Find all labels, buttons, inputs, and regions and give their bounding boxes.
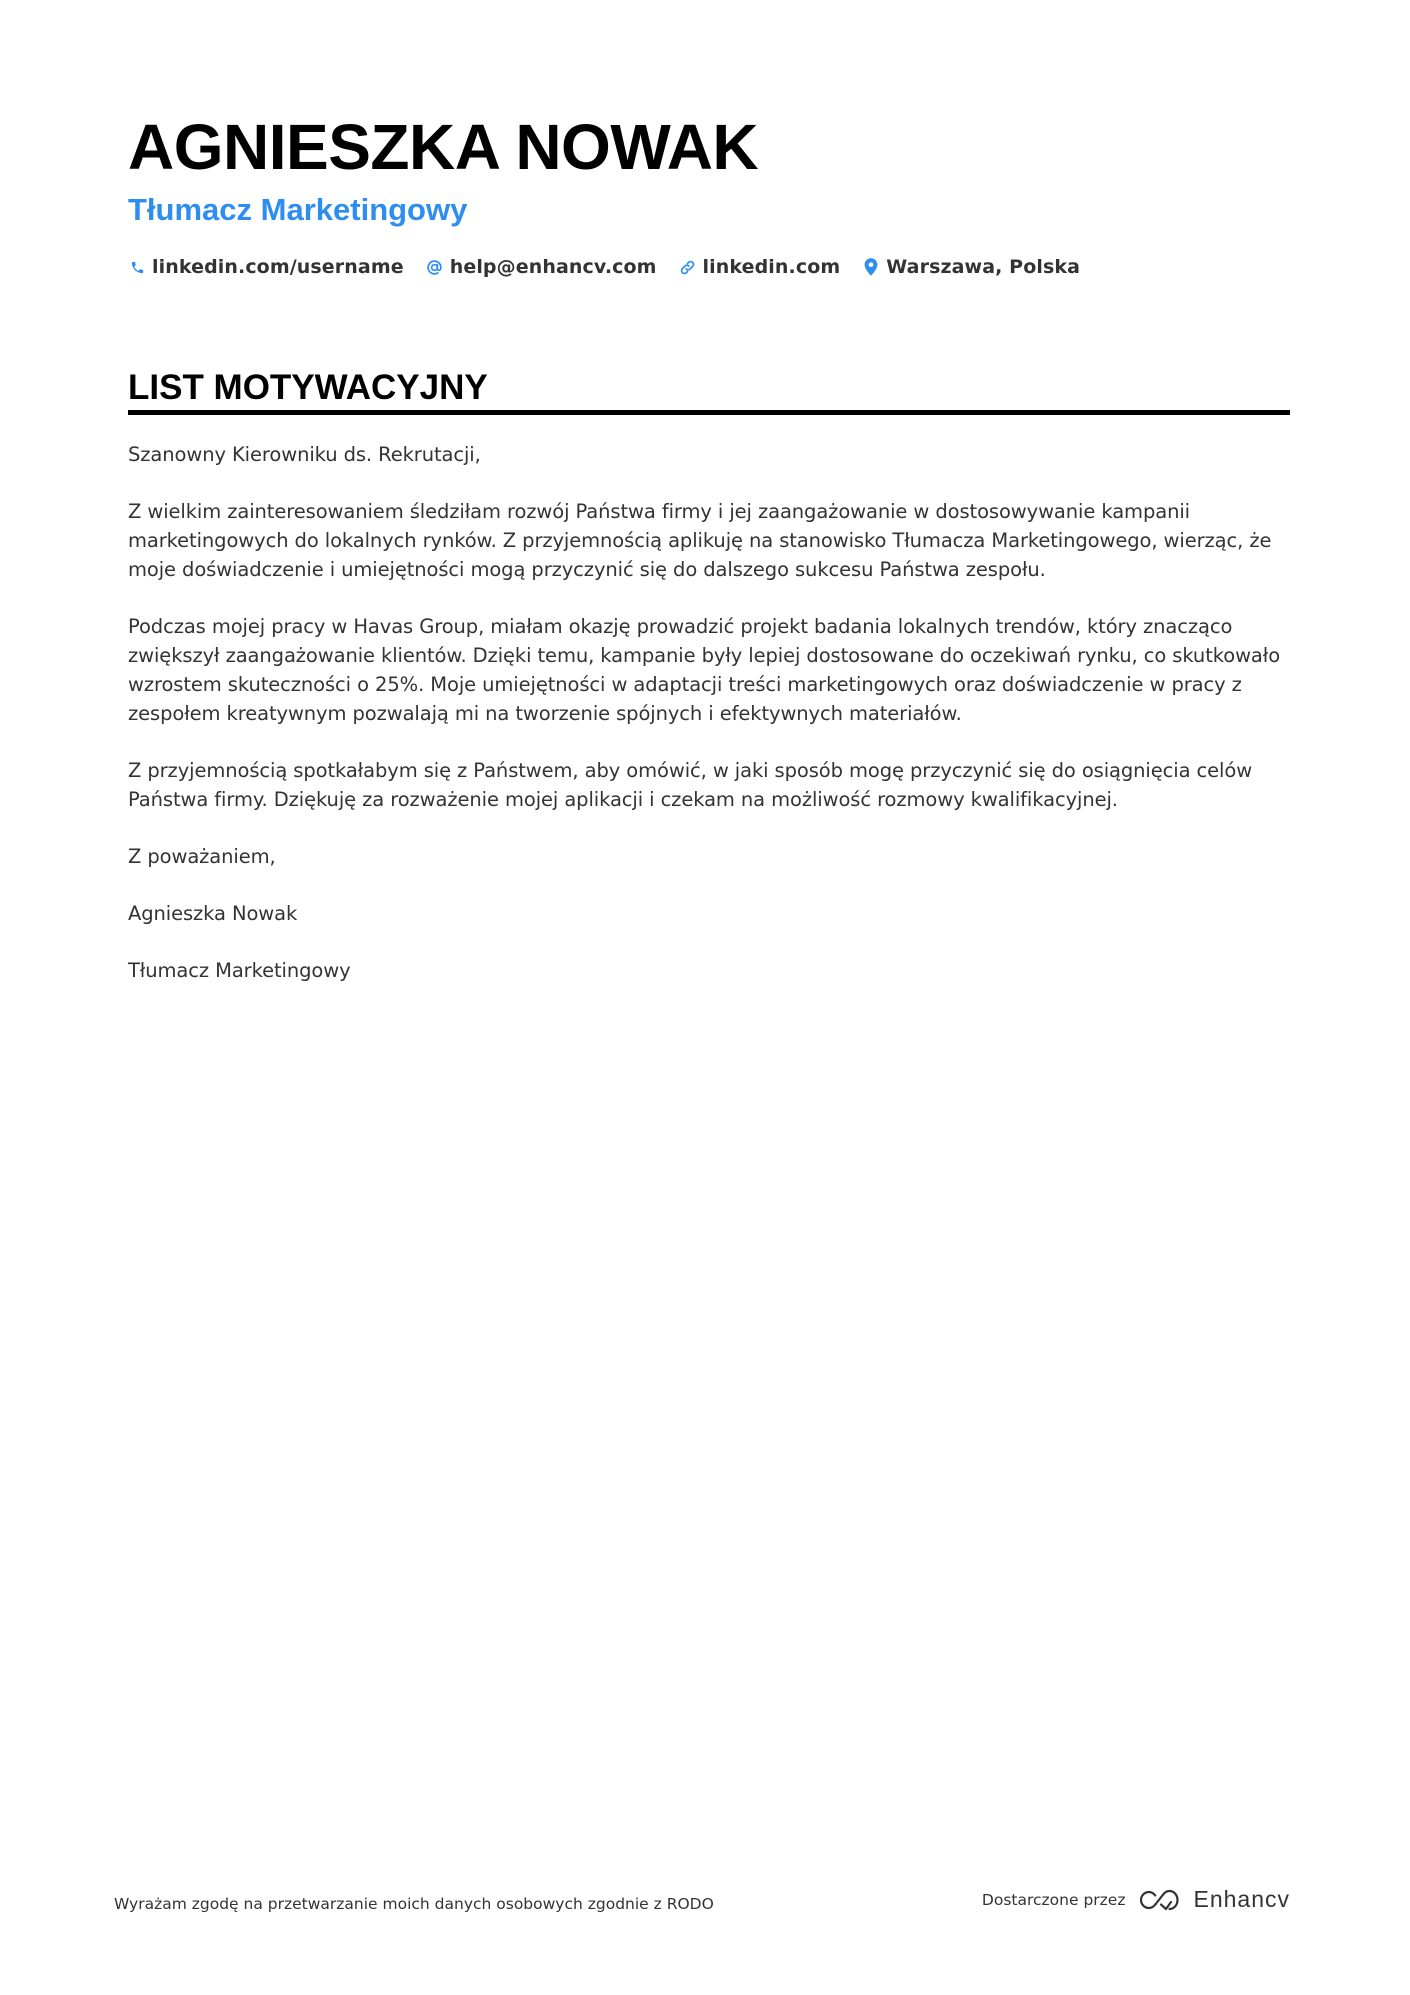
contact-linkedin-text: linkedin.com (702, 256, 841, 278)
letter-greeting: Szanowny Kierowniku ds. Rekrutacji, (128, 443, 481, 466)
section-divider (128, 410, 1290, 415)
candidate-role: Tłumacz Marketingowy (128, 192, 468, 227)
letter-paragraph: Z wielkim zainteresowaniem śledziłam rozwój Państwa firmy i jej zaangażowanie w dostosowywanie kampanii marketingowych do lokalnych rynków. Z przyjemnością aplikuję na stanowisko Tłumacza Marketingowego, wierząc, że moje doświadczenie i umiejętności mogą przyczynić się do dalszego sukcesu Państwa zespołu. (128, 500, 1272, 581)
powered-by (982, 1886, 1290, 1913)
contact-email-text: help@enhancv.com (449, 256, 657, 278)
letter-paragraph: Podczas mojej pracy w Havas Group, miałam okazję prowadzić projekt badania lokalnych trendów, który znacząco zwiększył zaangażowanie klientów. Dzięki temu, kampanie były lepiej dostosowane do oczekiwań rynku, co skutkowało wzrostem skuteczności o 25%. Moje umiejętności w adaptacji treści marketingowych oraz doświadczenie w pracy z zespołem kreatywnym pozwalają mi na tworzenie spójnych i efektywnych materiałów. (128, 615, 1281, 725)
contact-location-text: Warszawa, Polska (886, 256, 1081, 278)
link-icon (679, 256, 697, 278)
letter-body (128, 440, 1290, 1013)
letter-closing: Z poważaniem, (128, 845, 276, 868)
letter-paragraph: Z przyjemnością spotkałabym się z Państwem, aby omówić, w jaki sposób mogę przyczynić się do osiągnięcia celów Państwa firmy. Dziękuję za rozważenie mojej aplikacji i czekam na możliwość rozmowy kwalifikacyjnej. (128, 759, 1253, 811)
at-icon (426, 256, 444, 278)
contact-email[interactable] (426, 256, 657, 278)
contact-bar (128, 252, 1102, 282)
gdpr-consent: Wyrażam zgodę na przetwarzanie moich danych osobowych zgodnie z RODO (114, 1895, 714, 1913)
signature-title: Tłumacz Marketingowy (128, 959, 351, 982)
contact-phone (128, 256, 404, 278)
signature-name: Agnieszka Nowak (128, 902, 298, 925)
enhancv-logo-icon (1137, 1888, 1183, 1912)
powered-by-label: Dostarczone przez (981, 1890, 1126, 1909)
section-title: LIST MOTYWACYJNY (128, 368, 488, 407)
phone-icon (128, 256, 146, 278)
location-pin-icon (862, 256, 880, 278)
contact-linkedin[interactable] (679, 256, 841, 278)
contact-phone-text: linkedin.com/username (152, 256, 404, 278)
enhancv-brand-name: Enhancv (1193, 1886, 1290, 1912)
contact-location (862, 256, 1080, 278)
candidate-name: AGNIESZKA NOWAK (128, 111, 759, 183)
